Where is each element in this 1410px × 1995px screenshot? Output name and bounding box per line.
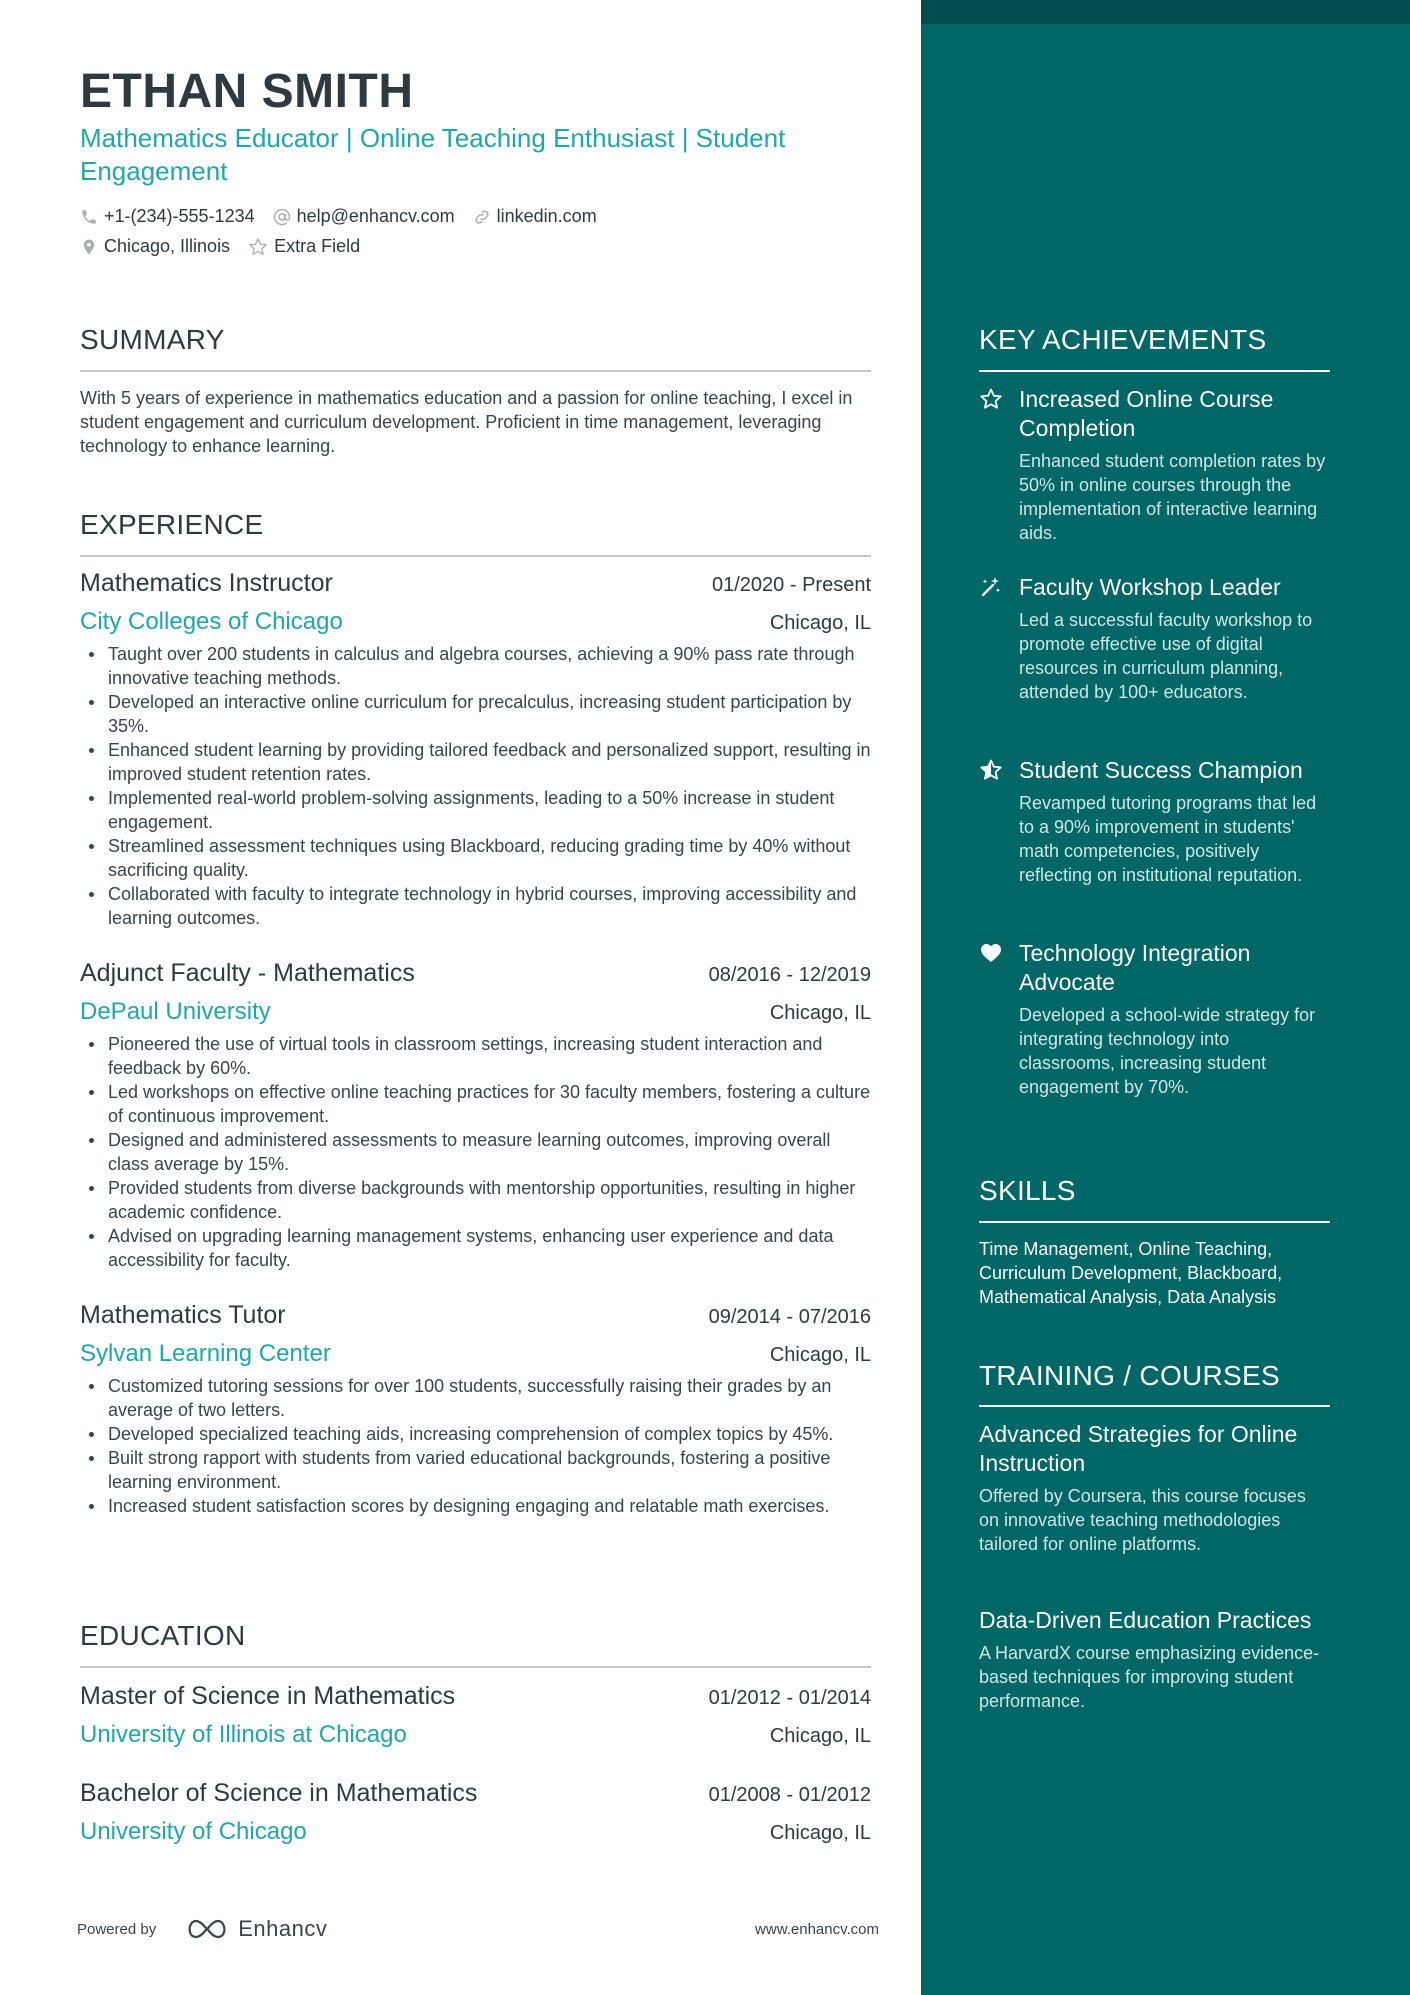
- experience-heading: EXPERIENCE: [80, 509, 264, 540]
- at-sign-icon: [273, 208, 291, 226]
- education-entry: [80, 1682, 871, 1749]
- achievements-divider: [979, 370, 1330, 372]
- job-organization[interactable]: Sylvan Learning Center: [80, 1340, 331, 1367]
- job-bullet: Customized tutoring sessions for over 100 students, successfully raising their grades by an average of two letters.: [80, 1374, 871, 1422]
- job-organization[interactable]: City Colleges of Chicago: [80, 608, 343, 635]
- phone-text: +1-(234)-555-1234: [104, 206, 255, 226]
- education-heading: EDUCATION: [80, 1620, 246, 1651]
- course-description: Offered by Coursera, this course focuses on innovative teaching methodologies tailored for online platforms.: [979, 1486, 1306, 1554]
- degree-title: Master of Science in Mathematics: [80, 1682, 456, 1710]
- job-bullet: Advised on upgrading learning management systems, enhancing user experience and data accessibility for faculty.: [80, 1224, 871, 1272]
- candidate-name: ETHAN SMITH: [80, 65, 414, 118]
- achievement-item: [979, 573, 1330, 704]
- course-title: Data-Driven Education Practices: [979, 1607, 1312, 1633]
- brand-name: Enhancv: [238, 1916, 328, 1941]
- education-dates: 01/2012 - 01/2014: [708, 1687, 871, 1709]
- contact-row-2: [80, 236, 378, 257]
- sidebar-top-bar: [921, 0, 1410, 24]
- extra-field-text: Extra Field: [274, 236, 361, 256]
- job-location: Chicago, IL: [769, 1344, 871, 1366]
- summary-heading: SUMMARY: [80, 324, 225, 355]
- achievement-title: Technology Integration Advocate: [1019, 940, 1251, 995]
- job-bullets: [80, 1032, 871, 1272]
- education-entry: [80, 1779, 871, 1846]
- job-dates: 01/2020 - Present: [712, 574, 871, 596]
- achievement-item: [979, 939, 1330, 1099]
- experience-divider: [80, 555, 871, 557]
- contact-phone[interactable]: [80, 206, 255, 227]
- course-title: Advanced Strategies for Online Instruction: [979, 1421, 1298, 1476]
- job-bullet: Provided students from diverse backgrounds with mentorship opportunities, resulting in higher academic confidence.: [80, 1176, 871, 1224]
- brand[interactable]: [77, 1916, 327, 1942]
- skills-list: Time Management, Online Teaching, Curriculum Development, Blackboard, Mathematical Analysis, Data Analysis: [979, 1239, 1283, 1307]
- job-dates: 08/2016 - 12/2019: [708, 964, 871, 986]
- contact-row-1: [80, 206, 615, 227]
- degree-title: Bachelor of Science in Mathematics: [80, 1779, 478, 1807]
- linkedin-text: linkedin.com: [496, 206, 597, 226]
- job-title: Mathematics Instructor: [80, 569, 333, 597]
- education-location: Chicago, IL: [769, 1822, 871, 1844]
- achievement-title: Faculty Workshop Leader: [1019, 574, 1281, 600]
- achievement-title: Student Success Champion: [1019, 757, 1303, 783]
- job-bullet: Built strong rapport with students from varied educational backgrounds, fostering a positive learning environment.: [80, 1446, 871, 1494]
- job-bullet: Implemented real-world problem-solving assignments, leading to a 50% increase in student engagement.: [80, 786, 871, 834]
- website-link[interactable]: www.enhancv.com: [755, 1920, 879, 1938]
- candidate-headline: Mathematics Educator | Online Teaching Enthusiast | Student Engagement: [80, 123, 786, 186]
- location-text: Chicago, Illinois: [104, 236, 231, 256]
- phone-icon: [80, 208, 98, 226]
- education-location: Chicago, IL: [769, 1725, 871, 1747]
- powered-by-label: Powered by: [77, 1920, 157, 1938]
- achievement-description: Revamped tutoring programs that led to a 90% improvement in students' math competencies, positively reflecting on institutional reputation.: [1019, 793, 1317, 885]
- achievement-description: Led a successful faculty workshop to promote effective use of digital resources in curriculum planning, attended by 100+ educators.: [1019, 610, 1313, 702]
- job-title: Mathematics Tutor: [80, 1301, 286, 1329]
- job-location: Chicago, IL: [769, 612, 871, 634]
- job-dates: 09/2014 - 07/2016: [708, 1306, 871, 1328]
- job-bullet: Enhanced student learning by providing tailored feedback and personalized support, resulting in improved student retention rates.: [80, 738, 871, 786]
- achievement-description: Developed a school-wide strategy for integrating technology into classrooms, increasing student engagement by 70%.: [1019, 1005, 1316, 1097]
- link-icon: [473, 208, 491, 226]
- achievements-heading: KEY ACHIEVEMENTS: [979, 324, 1267, 355]
- education-divider: [80, 1666, 871, 1668]
- achievement-item: [979, 756, 1330, 887]
- course-item: [979, 1420, 1330, 1556]
- job-title: Adjunct Faculty - Mathematics: [80, 959, 415, 987]
- achievement-description: Enhanced student completion rates by 50% in online courses through the implementation of interactive learning aids.: [1019, 451, 1326, 543]
- heart-icon: [979, 941, 1003, 965]
- training-heading: TRAINING / COURSES: [979, 1360, 1280, 1391]
- course-item: [979, 1606, 1330, 1713]
- job-location: Chicago, IL: [769, 1002, 871, 1024]
- achievement-item: [979, 385, 1330, 545]
- course-description: A HarvardX course emphasizing evidence-based techniques for improving student performance.: [979, 1643, 1320, 1711]
- job-bullet: Taught over 200 students in calculus and algebra courses, achieving a 90% pass rate through innovative teaching methods.: [80, 642, 871, 690]
- school-name[interactable]: University of Illinois at Chicago: [80, 1721, 407, 1748]
- job-bullet: Pioneered the use of virtual tools in classroom settings, increasing student interaction and feedback by 60%.: [80, 1032, 871, 1080]
- job-organization[interactable]: DePaul University: [80, 998, 271, 1025]
- training-divider: [979, 1405, 1330, 1407]
- school-name[interactable]: University of Chicago: [80, 1818, 307, 1845]
- job-entry: [80, 959, 871, 1272]
- job-bullet: Designed and administered assessments to measure learning outcomes, improving overall class average by 15%.: [80, 1128, 871, 1176]
- job-bullet: Developed an interactive online curriculum for precalculus, increasing student participation by 35%.: [80, 690, 871, 738]
- achievement-title: Increased Online Course Completion: [1019, 386, 1274, 441]
- summary-text: With 5 years of experience in mathematics education and a passion for online teaching, I excel in student engagement and curriculum development. Proficient in time management, leveraging technology to enhance learning.: [80, 388, 853, 456]
- summary-divider: [80, 370, 871, 372]
- job-entry: [80, 569, 871, 930]
- contact-extra: [248, 236, 360, 257]
- contact-email[interactable]: [273, 206, 455, 227]
- contact-linkedin[interactable]: [473, 206, 597, 227]
- job-entry: [80, 1301, 871, 1518]
- job-bullet: Led workshops on effective online teaching practices for 30 faculty members, fostering a culture of continuous improvement.: [80, 1080, 871, 1128]
- location-pin-icon: [80, 238, 98, 256]
- magic-wand-icon: [979, 575, 1003, 599]
- star-outline-icon: [979, 387, 1003, 411]
- job-bullets: [80, 642, 871, 930]
- contact-location: [80, 236, 230, 257]
- footer: [77, 1916, 879, 1942]
- job-bullets: [80, 1374, 871, 1518]
- email-text: help@enhancv.com: [296, 206, 455, 226]
- job-bullet: Collaborated with faculty to integrate technology in hybrid courses, improving accessibility and learning outcomes.: [80, 882, 871, 930]
- education-dates: 01/2008 - 01/2012: [708, 1784, 871, 1806]
- job-bullet: Streamlined assessment techniques using Blackboard, reducing grading time by 40% without sacrificing quality.: [80, 834, 871, 882]
- enhancv-logo-icon: [184, 1917, 230, 1941]
- job-bullet: Developed specialized teaching aids, increasing comprehension of complex topics by 45%.: [80, 1422, 871, 1446]
- skills-divider: [979, 1221, 1330, 1223]
- half-star-icon: [979, 758, 1003, 782]
- job-bullet: Increased student satisfaction scores by designing engaging and relatable math exercises.: [80, 1494, 871, 1518]
- skills-heading: SKILLS: [979, 1175, 1076, 1206]
- star-outline-icon: [248, 237, 268, 257]
